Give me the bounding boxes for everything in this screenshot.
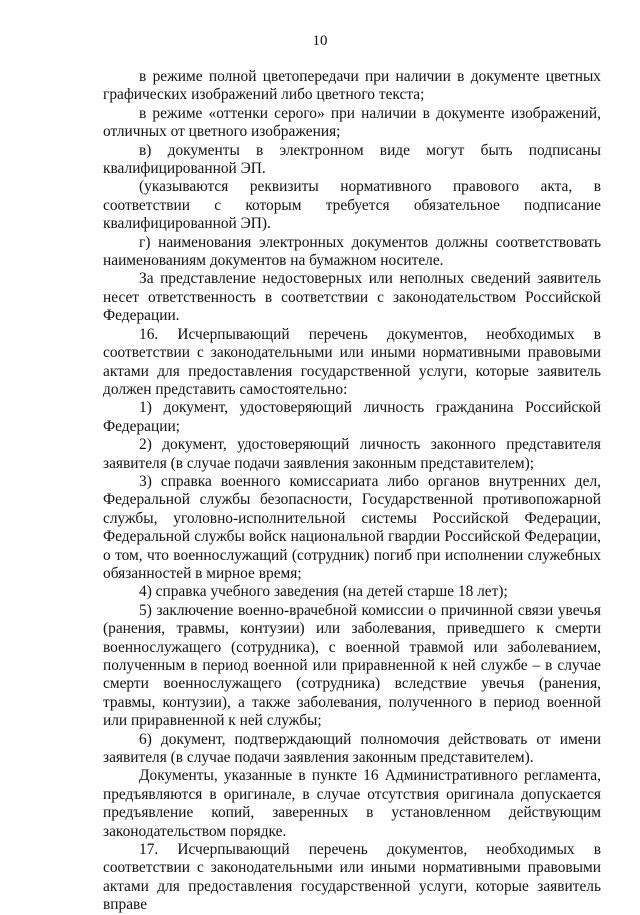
paragraph-originals: Документы, указанные в пункте 16 Административного регламента, предъявляются в оригинале, в случае отсутствия оригинала допускается предъявление копий, заверенных в установленном действующим законодательством порядке. — [103, 767, 601, 840]
paragraph-responsibility: За представление недостоверных или неполных сведений заявитель несет ответственность в соответствии с законодательством Российской Федерации. — [103, 270, 601, 325]
page-number: 10 — [312, 33, 328, 49]
list-item-1: 1) документ, удостоверяющий личность гражданина Российской Федерации; — [103, 399, 601, 435]
paragraph-color-mode: в режиме полной цветопередачи при наличии в документе цветных графических изображений либо цветного текста; — [103, 68, 601, 104]
list-item-4: 4) справка учебного заведения (на детей старше 18 лет); — [139, 583, 508, 601]
list-item-2: 2) документ, удостоверяющий личность законного представителя заявителя (в случае подачи заявления законным представителем); — [103, 436, 601, 472]
list-item-6: 6) документ, подтверждающий полномочия действовать от имени заявителя (в случае подачи заявления законным представителем). — [103, 730, 601, 767]
paragraph-item-v: в) документы в электронном виде могут быть подписаны квалифицированной ЭП. — [103, 141, 601, 178]
list-item-3: 3) справка военного комиссариата либо органов внутренних дел, Федеральной службы безопасности, Государственной противопожарной службы, уголовно-исполнительной системы Российской Федерации, Федеральной службы войск национальной гвардии Российской Федерации, о том, что военнослужащий (сотрудник) погиб при исполнении служебных обязанностей в мирное время; — [103, 472, 601, 582]
document-body — [103, 68, 601, 915]
paragraph-section-17: 17. Исчерпывающий перечень документов, необходимых в соответствии с законодательными или иными нормативными правовыми актами для предоставления государственной услуги, которые заявитель вправе — [103, 841, 601, 914]
paragraph-item-g: г) наименования электронных документов должны соответствовать наименованиям документов на бумажном носителе. — [103, 233, 601, 270]
paragraph-section-16: 16. Исчерпывающий перечень документов, необходимых в соответствии с законодательными или иными нормативными правовыми актами для предоставления государственной услуги, которые заявитель должен представить самостоятельно: — [103, 325, 601, 398]
paragraph-requisites-note: (указываются реквизиты нормативного правового акта, в соответствии с которым требуется обязательное подписание квалифицированной ЭП). — [103, 178, 601, 233]
list-item-5: 5) заключение военно-врачебной комиссии о причинной связи увечья (ранения, травмы, контузии) или заболевания, приведшего к смерти военнослужащего (сотрудника), с военной травмой или заболеванием, полученным в период военной или приравненной к ней службе – в случае смерти военнослужащего (сотрудника) вследствие увечья (ранения, травмы, контузии), а также заболевания, полученного в период военной или приравненной к ней службы; — [103, 601, 601, 730]
paragraph-grayscale-mode: в режиме «оттенки серого» при наличии в документе изображений, отличных от цветного изображения; — [103, 104, 601, 141]
